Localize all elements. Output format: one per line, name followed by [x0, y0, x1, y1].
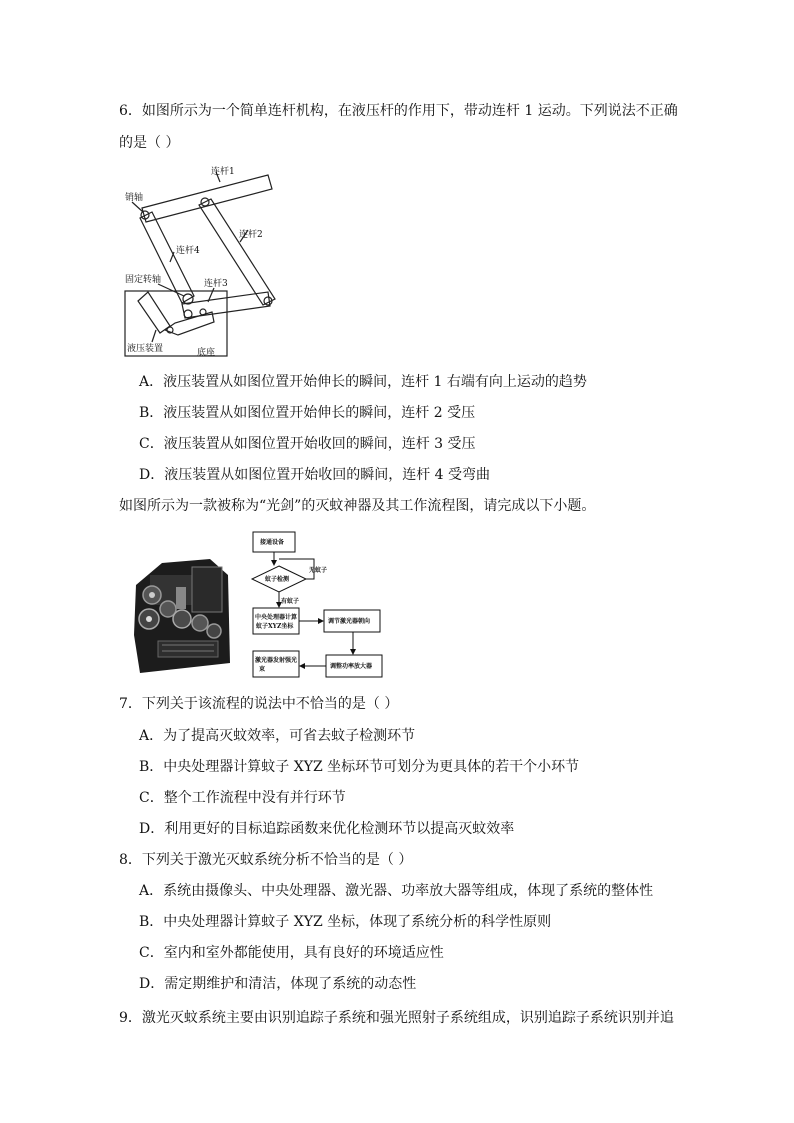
- mosquito-laser-device-photo: [132, 545, 234, 675]
- label-base: 底座: [197, 348, 216, 358]
- q6-stem-line2: 的是（ ）: [119, 135, 180, 151]
- q6-stem-line1: 6．如图所示为一个简单连杆机构，在液压杆的作用下，带动连杆 1 运动。下列说法不正确: [119, 103, 678, 119]
- q8-option-b: B．中央处理器计算蚊子 XYZ 坐标，体现了系统分析的科学性原则: [139, 914, 552, 930]
- laser-flowchart: [248, 528, 408, 686]
- q8-stem: 8．下列关于激光灭蚊系统分析不恰当的是（ ）: [119, 852, 413, 868]
- hydraulic-cylinder: [138, 292, 170, 333]
- flow-yes-label: 有蚊子: [281, 598, 300, 605]
- q6-option-b: B．液压装置从如图位置开始伸长的瞬间，连杆 2 受压: [139, 405, 476, 421]
- q6-option-d: D．液压装置从如图位置开始收回的瞬间，连杆 4 受弯曲: [139, 467, 491, 483]
- q7-option-c: C．整个工作流程中没有并行环节: [139, 790, 346, 806]
- pin-joint: [184, 310, 192, 318]
- flow-cpu-label-2: 蚊子XYZ坐标: [256, 623, 294, 630]
- label-link3: 连杆3: [204, 279, 228, 289]
- label-link2: 连杆2: [239, 230, 263, 240]
- q8-option-d: D．需定期维护和清洁，体现了系统的动态性: [139, 976, 417, 992]
- q7-option-a: A．为了提高灭蚊效率，可省去蚊子检测环节: [139, 728, 416, 744]
- link4-bar: [140, 212, 194, 303]
- q6-option-a: A．液压装置从如图位置开始伸长的瞬间，连杆 1 右端有向上运动的趋势: [139, 374, 587, 390]
- q6-option-c: C．液压装置从如图位置开始收回的瞬间，连杆 3 受压: [139, 436, 476, 452]
- flow-cpu-box: [253, 608, 299, 634]
- flow-no-label: 无蚊子: [309, 567, 328, 574]
- linkage-mechanism-figure: [118, 160, 278, 365]
- flow-laser-label-2: 束: [259, 666, 266, 673]
- flow-start-label: 接通设备: [260, 539, 285, 546]
- label-link1: 连杆1: [211, 167, 235, 177]
- q7-option-b: B．中央处理器计算蚊子 XYZ 坐标环节可划分为更具体的若干个小环节: [139, 759, 580, 775]
- intro-text: 如图所示为一款被称为“光剑”的灭蚊神器及其工作流程图，请完成以下小题。: [119, 498, 596, 514]
- q8-option-a: A．系统由摄像头、中央处理器、激光器、功率放大器等组成，体现了系统的整体性: [139, 883, 654, 899]
- q9-stem: 9．激光灭蚊系统主要由识别追踪子系统和强光照射子系统组成，识别追踪子系统识别并追: [119, 1010, 674, 1026]
- q7-option-d: D．利用更好的目标追踪函数来优化检测环节以提高灭蚊效率: [139, 821, 515, 837]
- flow-detect-label: 蚊子检测: [265, 576, 290, 583]
- flow-cpu-label-1: 中央处理器计算: [255, 614, 298, 621]
- label-hydraulic: 液压装置: [127, 344, 164, 354]
- flow-amp-label: 调整功率放大器: [330, 663, 373, 670]
- q8-option-c: C．室内和室外都能使用，具有良好的环境适应性: [139, 945, 444, 961]
- flow-laser-box: [253, 651, 299, 677]
- link2-bar: [199, 199, 275, 305]
- label-link4: 连杆4: [176, 246, 200, 256]
- label-fixed-pivot: 固定转轴: [125, 275, 162, 285]
- flow-adjust-label: 调节激光器朝向: [328, 618, 371, 625]
- label-pin: 销轴: [125, 193, 144, 203]
- flow-laser-label-1: 激光器发射强光: [255, 657, 298, 664]
- q7-stem: 7．下列关于该流程的说法中不恰当的是（ ）: [119, 696, 399, 712]
